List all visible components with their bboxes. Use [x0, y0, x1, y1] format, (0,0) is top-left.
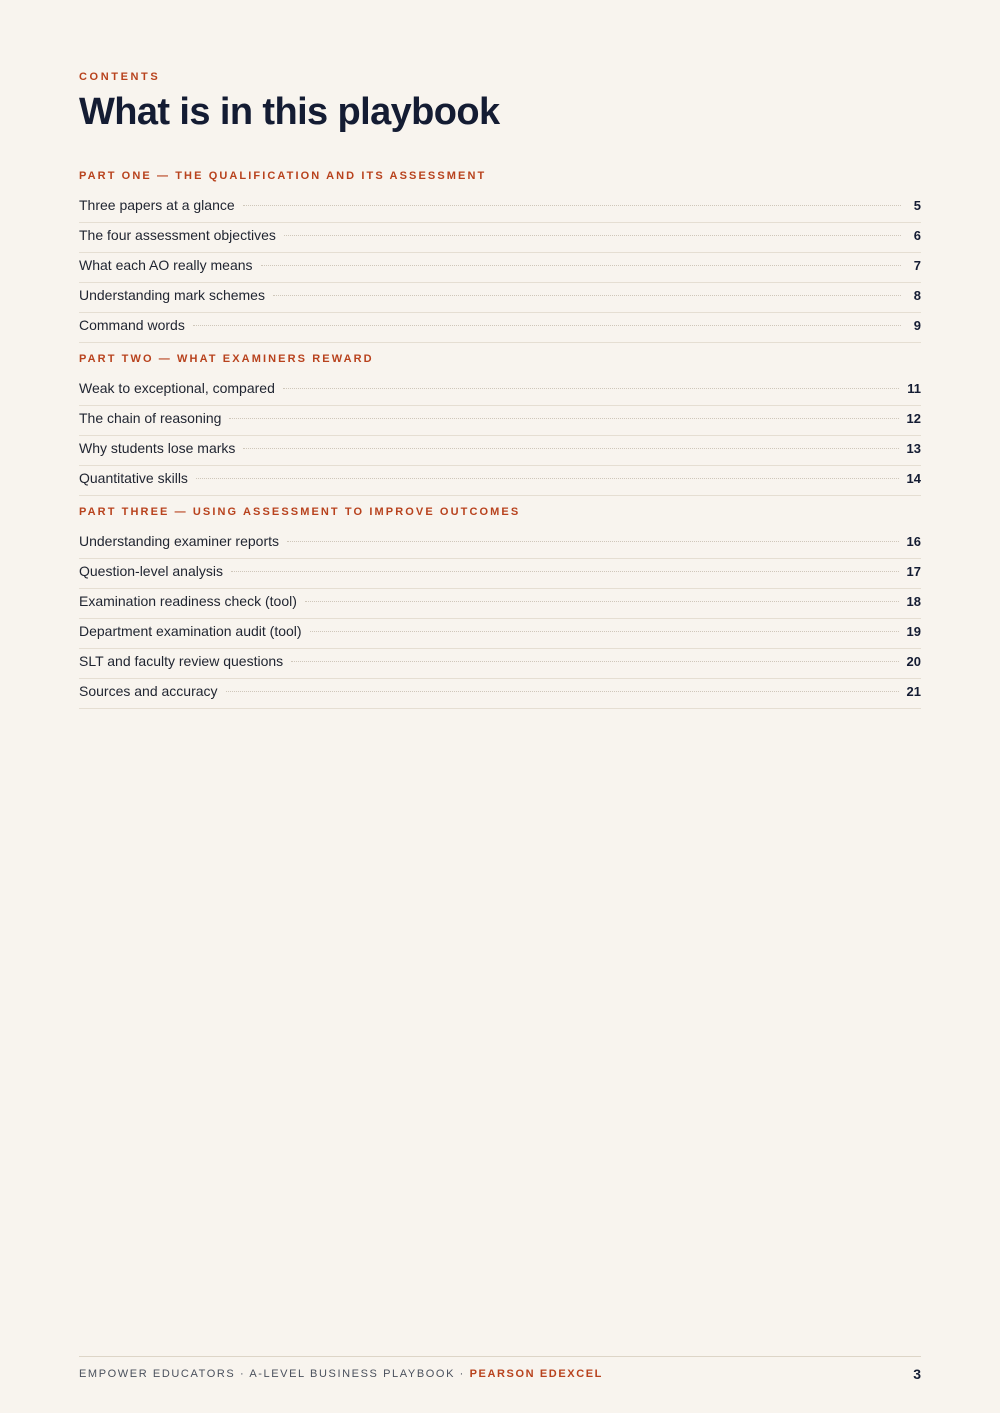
toc-entry[interactable] — [79, 559, 921, 589]
toc-entry[interactable] — [79, 589, 921, 619]
dot-leader — [291, 661, 898, 662]
toc-entry-page: 21 — [906, 684, 921, 699]
toc-entry[interactable] — [79, 436, 921, 466]
toc-entry-page: 20 — [906, 654, 921, 669]
toc-entry-label: Command words — [79, 317, 185, 333]
toc-entry-label: The chain of reasoning — [79, 410, 222, 426]
section-heading: PART THREE — USING ASSESSMENT TO IMPROVE OUTCOMES — [79, 506, 521, 518]
section-part-two — [79, 351, 921, 496]
footer-text: EMPOWER EDUCATORS · A-LEVEL BUSINESS PLAYBOOK · — [79, 1368, 470, 1380]
section-part-three — [79, 504, 921, 709]
toc-entry-label: Question-level analysis — [79, 563, 223, 579]
toc-entry-label: Examination readiness check (tool) — [79, 593, 297, 609]
eyebrow-label: CONTENTS — [79, 71, 161, 83]
toc-entry[interactable] — [79, 253, 921, 283]
toc-entry-label: Three papers at a glance — [79, 197, 235, 213]
toc-entry-label: The four assessment objectives — [79, 227, 276, 243]
dot-leader — [229, 418, 898, 419]
dot-leader — [283, 388, 899, 389]
toc-entry-page: 14 — [906, 471, 921, 486]
toc-entry-page: 12 — [906, 411, 921, 426]
dot-leader — [284, 235, 901, 236]
toc-entry-page: 16 — [906, 534, 921, 549]
toc-entry-page: 7 — [913, 258, 921, 273]
toc-entry-label: Sources and accuracy — [79, 683, 218, 699]
dot-leader — [226, 691, 899, 692]
toc-entry-page: 18 — [906, 594, 921, 609]
section-heading: PART ONE — THE QUALIFICATION AND ITS ASSESSMENT — [79, 170, 487, 182]
footer-divider — [79, 1356, 921, 1357]
footer-credit — [79, 1368, 603, 1380]
toc-entry-page: 9 — [913, 318, 921, 333]
footer-brand: PEARSON EDEXCEL — [469, 1368, 604, 1380]
toc-entry[interactable] — [79, 679, 921, 709]
toc-entry[interactable] — [79, 193, 921, 223]
dot-leader — [196, 478, 899, 479]
dot-leader — [273, 295, 901, 296]
dot-leader — [287, 541, 899, 542]
section-part-one — [79, 168, 921, 343]
toc-entry-label: Understanding mark schemes — [79, 287, 265, 303]
dot-leader — [261, 265, 901, 266]
dot-leader — [310, 631, 899, 632]
toc-entry[interactable] — [79, 223, 921, 253]
toc-entry[interactable] — [79, 283, 921, 313]
toc-entry-label: Weak to exceptional, compared — [79, 380, 275, 396]
dot-leader — [243, 205, 901, 206]
toc-entry[interactable] — [79, 529, 921, 559]
toc-entry-page: 17 — [906, 564, 921, 579]
toc-entry-label: SLT and faculty review questions — [79, 653, 284, 669]
dot-leader — [305, 601, 899, 602]
toc-entry[interactable] — [79, 649, 921, 679]
toc-entry[interactable] — [79, 406, 921, 436]
toc-entry-page: 6 — [913, 228, 921, 243]
toc-entry[interactable] — [79, 466, 921, 496]
page-footer — [79, 1366, 921, 1382]
toc-entry-label: What each AO really means — [79, 257, 253, 273]
toc-entry-page: 19 — [906, 624, 921, 639]
dot-leader — [193, 325, 901, 326]
toc-entry-page: 11 — [907, 381, 921, 396]
toc-entry[interactable] — [79, 313, 921, 343]
toc-entry[interactable] — [79, 376, 921, 406]
page-number: 3 — [913, 1366, 921, 1382]
toc-entry-page: 13 — [906, 441, 921, 456]
dot-leader — [243, 448, 898, 449]
toc-entry-label: Why students lose marks — [79, 440, 236, 456]
toc-entry-label: Quantitative skills — [79, 470, 188, 486]
section-heading: PART TWO — WHAT EXAMINERS REWARD — [79, 353, 374, 365]
page-title: What is in this playbook — [79, 91, 500, 133]
dot-leader — [231, 571, 899, 572]
toc-entry[interactable] — [79, 619, 921, 649]
toc-entry-page: 5 — [913, 198, 921, 213]
toc-entry-label: Department examination audit (tool) — [79, 623, 302, 639]
toc-entry-page: 8 — [913, 288, 921, 303]
toc-entry-label: Understanding examiner reports — [79, 533, 279, 549]
